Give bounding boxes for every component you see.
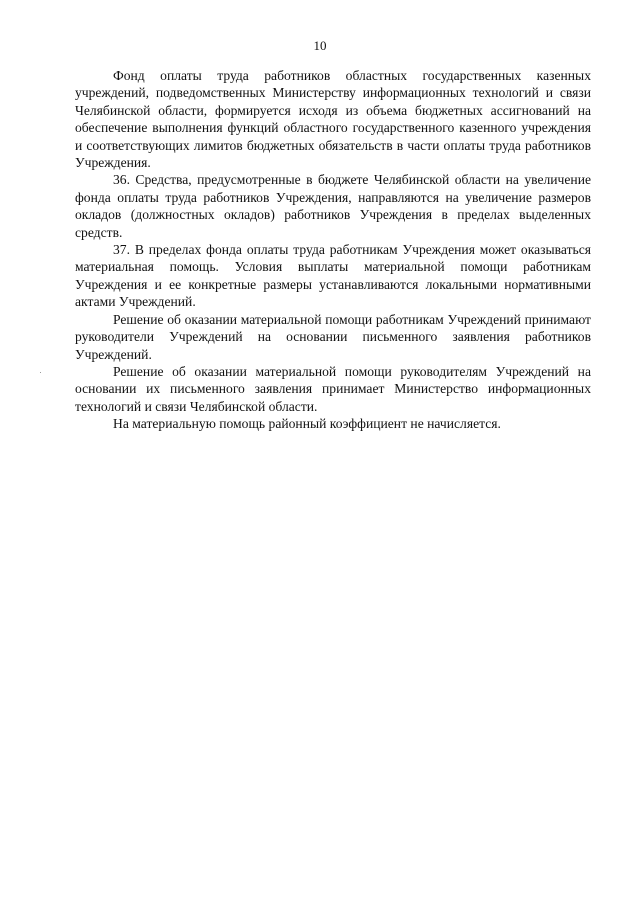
paragraph-salary-fund: Фонд оплаты труда работников областных государственных казенных учреждений, подведомственных Министерству информационных технологий и связи Челябинской области, формируется исходя из объема бюджетных ассигнований на обеспечение выполнения функций областного государственного казенного учреждения и соответствующих лимитов бюджетных обязательств в части оплаты труда работников Учреждения. — [75, 68, 591, 171]
paragraph-aid-decision-employees: Решение об оказании материальной помощи работникам Учреждений принимают руководители Учреждений на основании письменного заявления работников Учреждений. — [75, 311, 591, 362]
paragraph-37-material-aid: 37. В пределах фонда оплаты труда работникам Учреждения может оказываться материальная помощь. Условия выплаты материальной помощи работникам Учреждения и ее конкретные размеры устанавливаются локальными нормативными актами Учреждений. — [75, 242, 591, 310]
scan-speck — [40, 372, 41, 373]
page-number: 10 — [313, 38, 327, 53]
paragraph-regional-coefficient: На материальную помощь районный коэффициент не начисляется. — [113, 416, 501, 432]
document-body — [75, 67, 591, 433]
paragraph-36-fund-increase: 36. Средства, предусмотренные в бюджете Челябинской области на увеличение фонда оплаты труда работников Учреждения, направляются на увеличение размеров окладов (должностных окладов) работников Учреждения в пределах выделенных средств. — [75, 172, 591, 240]
paragraph-aid-decision-heads: Решение об оказании материальной помощи руководителям Учреждений на основании их письменного заявления принимает Министерство информационных технологий и связи Челябинской области. — [75, 363, 591, 414]
